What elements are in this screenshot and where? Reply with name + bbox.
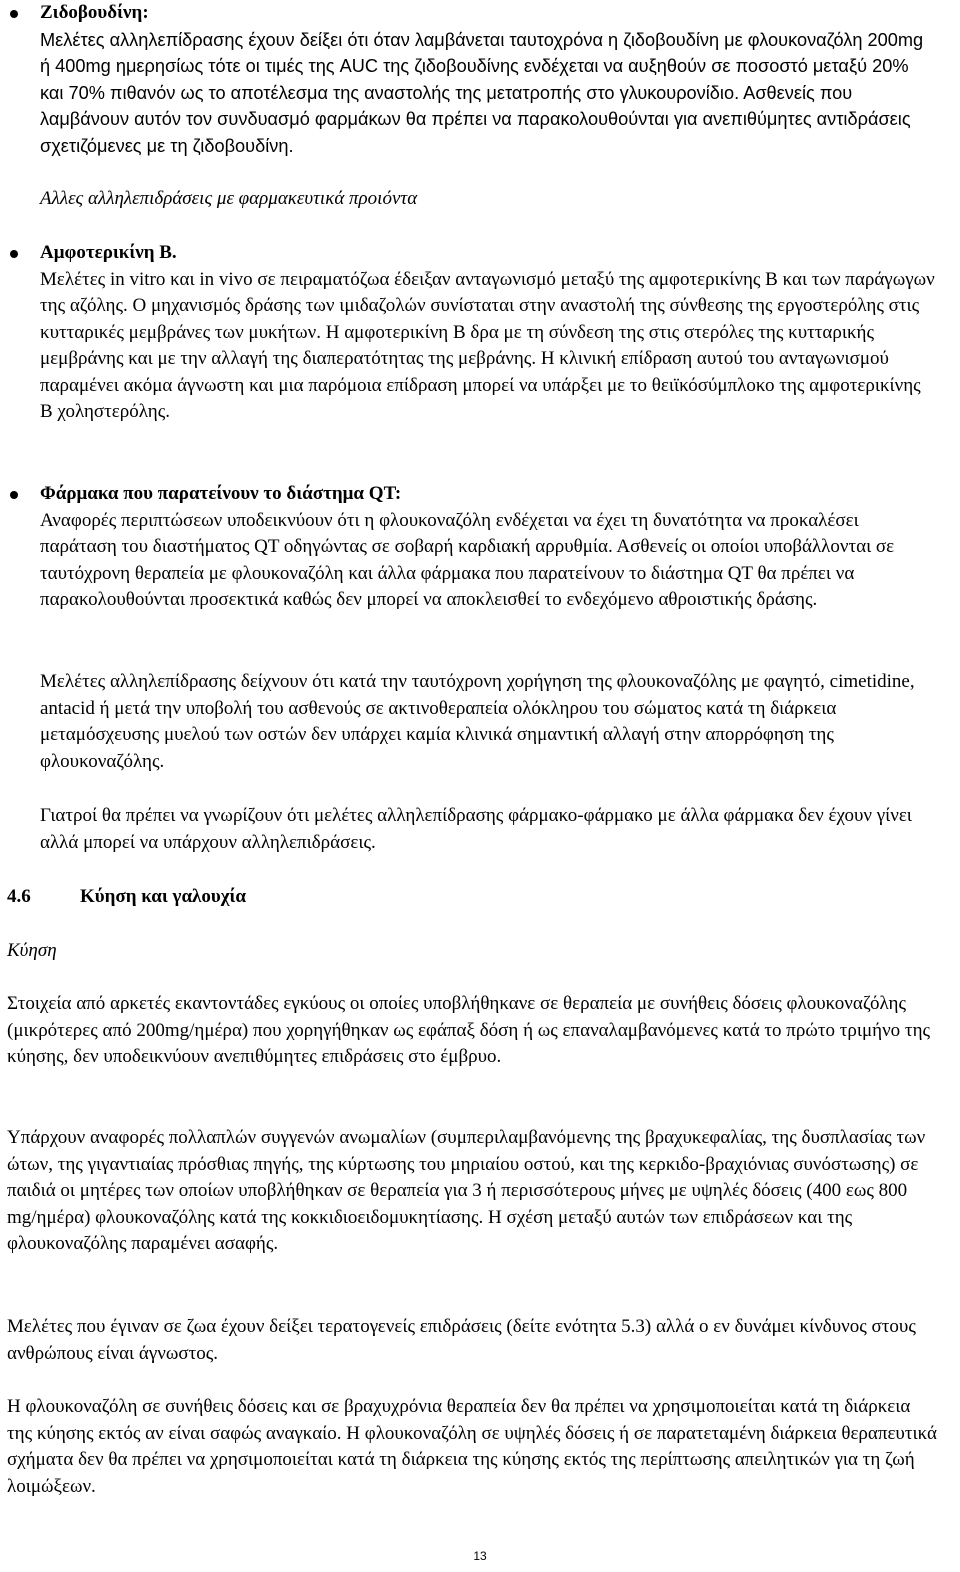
section-title: Κύηση και γαλουχία (80, 886, 247, 907)
qt-paragraph-3: Γιατροί θα πρέπει να γνωρίζουν ότι μελέτες αλληλεπίδρασης φάρμακο-φάρμακο με άλλα φάρμακα δεν έχουν γίνει αλλά μπορεί να υπάρχουν αλληλεπιδράσεις. (40, 805, 912, 853)
other-interactions-block (40, 186, 936, 213)
qt-paragraph-1: Αναφορές περιπτώσεων υποδεικνύουν ότι η φλουκοναζόλη ενδέχεται να έχει τη δυνατότητα να προκαλέσει παράταση του διαστήματος QT οδηγώντας σε σοβαρή καρδιακή αρρυθμία. Ασθενείς οι οποίοι υποβάλλονται σε ταυτόχρονη θεραπεία με φλουκοναζόλη και άλλα φάρμακα που παρατείνουν το διάστημα QT θα πρέπει να παρακολουθούνται προσεκτικά καθώς δεν μπορεί να αποκλεισθεί το ενδεχόμενο αθροιστικής δράσης. (40, 509, 895, 610)
zidovudine-title: Ζιδοβουδίνη: (40, 2, 149, 23)
qt-paragraph-2: Μελέτες αλληλεπίδρασης δείχνουν ότι κατά την ταυτόχρονη χορήγηση της φλουκοναζόλης με φαγητό, cimetidine, antacid ή μετά την υποβολή του ασθενούς σε ακτινοθεραπεία ολόκληρου του σώματος κατά τη διάρκεια μεταμόσχευσης μυελού των οστών δεν υπάρχει καμία κλινικά σημαντική αλλαγή στην απορρόφηση της φλουκοναζόλης. (40, 671, 915, 772)
bullet-qt (40, 481, 936, 508)
pregnancy-paragraph-1-block (7, 991, 937, 1071)
pregnancy-paragraph-4-block (7, 1394, 937, 1500)
amphotericin-title: Αμφοτερικίνη Β. (40, 242, 177, 263)
bullet-icon (10, 491, 18, 499)
section-4-6-heading (7, 884, 246, 911)
pregnancy-paragraph-2-block (7, 1125, 937, 1258)
pregnancy-subheading: Κύηση (7, 940, 57, 961)
section-zidovudine (40, 0, 936, 159)
bullet-zidovudine (40, 0, 936, 27)
pregnancy-paragraph-3-block (7, 1314, 937, 1367)
section-amphotericin (40, 240, 936, 426)
other-interactions-heading: Αλλες αλληλεπιδράσεις με φαρμακευτικά προιόντα (40, 188, 418, 209)
qt-paragraph-2-block (40, 669, 936, 775)
qt-paragraph-3-block (40, 803, 936, 856)
bullet-icon (10, 10, 18, 18)
pregnancy-paragraph-3: Μελέτες που έγιναν σε ζωα έχουν δείξει τερατογενείς επιδράσεις (δείτε ενότητα 5.3) αλλά ο εν δυνάμει κίνδυνος στους ανθρώπους είναι άγνωστος. (7, 1316, 916, 1364)
qt-title: Φάρμακα που παρατείνουν το διάστημα QT: (40, 483, 402, 504)
bullet-amphotericin (40, 240, 936, 267)
section-number: 4.6 (7, 886, 31, 907)
amphotericin-text: Μελέτες in vitro και in vivo σε πειραματόζωα έδειξαν ανταγωνισμό μεταξύ της αμφοτερικίνης Β και των παράγωγων της αζόλης. Ο μηχανισμός δράσης των ιμιδαζολών συνίσταται στην αναστολή της σύνθεσης της εργοστερόλης στις κυτταρικές μεμβράνες των μυκήτων. Η αμφοτερικίνη Β δρα με τη σύνδεση της στις στερόλες της κυτταρικής μεμβράνης και με την αλλαγή της διαπερατότητας της μεβράνης. Η κλινική επίδραση αυτού του ανταγωνισμού παραμένει ακόμα άγνωστη και μια παρόμοια επίδραση μπορεί να υπάρξει με το θειϊκόσύμπλοκο της αμφοτερικίνης Β χοληστερόλης. (40, 268, 935, 422)
zidovudine-text: Μελέτες αλληλεπίδρασης έχουν δείξει ότι όταν λαμβάνεται ταυτοχρόνα η ζιδοβουδίνη με φλουκοναζόλη 200mg ή 400mg ημερησίως τότε οι τιμές της AUC της ζιδοβουδίνης ενδέχεται να αυξηθούν σε ποσοστό μεταξύ 20% και 70% πιθανόν ως το αποτέλεσμα της αναστολής της μετατροπής στο γλυκουρονίδιο. Ασθενείς που λαμβάνουν αυτόν τον συνδυασμό φαρμάκων θα πρέπει να παρακολουθούνται για ανεπιθύμητες αντιδράσεις σχετιζόμενες με τη ζιδοβουδίνη. (40, 29, 924, 156)
pregnancy-paragraph-4: Η φλουκοναζόλη σε συνήθεις δόσεις και σε βραχυχρόνια θεραπεία δεν θα πρέπει να χρησιμοποιείται κατά τη διάρκεια της κύησης εκτός αν είναι σαφώς αναγκαίο. Η φλουκοναζόλη σε υψηλές δόσεις ή σε παρατεταμένη διάρκεια θεραπευτικά σχήματα δεν θα πρέπει να χρησιμοποιείται κατά τη διάρκεια της κύησης εκτός της περίπτωσης απειλητικών για τη ζωή λοιμώξεων. (7, 1396, 937, 1497)
page-number: 13 (473, 1549, 487, 1563)
pregnancy-paragraph-1: Στοιχεία από αρκετές εκαντοντάδες εγκύους οι οποίες υποβλήθηκανε σε θεραπεία με συνήθεις δόσεις φλουκοναζόλης (μικρότερες από 200mg/ημέρα) που χορηγήθηκαν ως εφάπαξ δόση ή ως επαναλαμβανόμενες κατά το πρώτο τριμήνο της κύησης, δεν υποδεικνύουν ανεπιθύμητες επιδράσεις στο έμβρυο. (7, 993, 931, 1067)
pregnancy-subheading-block (7, 938, 937, 965)
section-qt (40, 481, 936, 614)
bullet-icon (10, 250, 18, 258)
pregnancy-paragraph-2: Υπάρχουν αναφορές πολλαπλών συγγενών ανωμαλίων (συμπεριλαμβανόμενης της βραχυκεφαλίας, της δυσπλασίας των ώτων, της γιγαντιαίας πρόσθιας πηγής, της κύρτωσης του μηριαίου οστού, και της κερκιδο-βραχιόνιας συνόστωσης) σε παιδιά οι μητέρες των οποίων υποβλήθηκαν σε θεραπεία για 3 ή περισσότερους μήνες με υψηλές δόσεις (400 εως 800 mg/ημέρα) φλουκοναζόλης κατά της κοκκιδιοειδομυκητίασης. Η σχέση μεταξύ αυτών των επιδράσεων και της φλουκοναζόλης παραμένει ασαφής. (7, 1127, 926, 1254)
